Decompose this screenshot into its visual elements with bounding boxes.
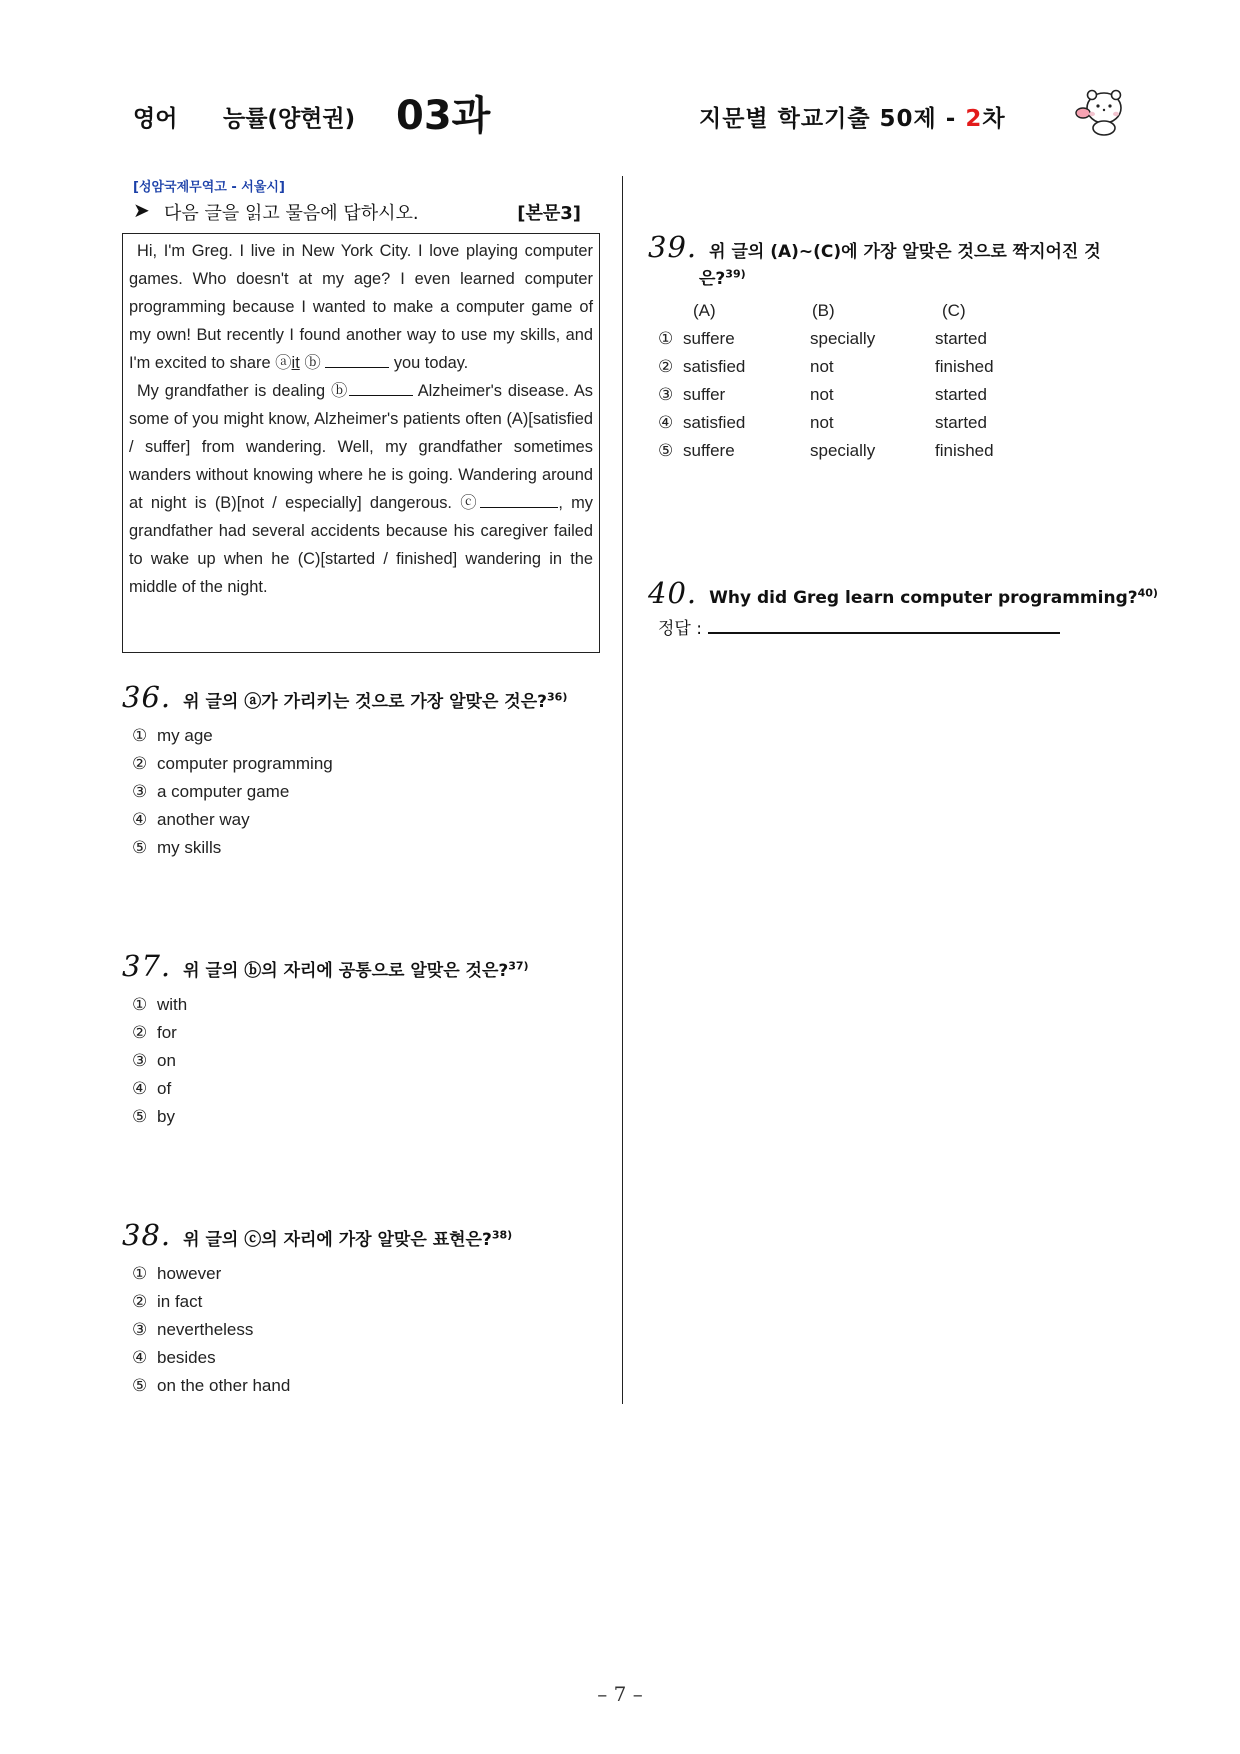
option-c: finished bbox=[935, 357, 994, 376]
option[interactable] bbox=[132, 1047, 187, 1075]
page-number: – 7 – bbox=[597, 1682, 643, 1706]
instruction-row bbox=[133, 198, 581, 224]
blank-b-1 bbox=[325, 349, 389, 368]
question-text: 위 글의 ⓐ가 가리키는 것으로 가장 알맞은 것은? bbox=[183, 692, 548, 712]
option[interactable] bbox=[132, 750, 333, 778]
option-mark: ① bbox=[132, 1264, 148, 1283]
passage-label: [본문3] bbox=[517, 203, 581, 224]
footnote-ref: 40) bbox=[1137, 586, 1158, 600]
option[interactable] bbox=[658, 409, 1058, 437]
option[interactable] bbox=[132, 834, 333, 862]
option-text: however bbox=[157, 1264, 222, 1283]
instruction-text: 다음 글을 읽고 물음에 답하시오. bbox=[164, 203, 419, 224]
option-mark: ① bbox=[132, 726, 148, 745]
option-text: in fact bbox=[157, 1292, 203, 1311]
mark-a: ⓐ bbox=[275, 354, 292, 372]
option-mark: ⑤ bbox=[132, 1376, 148, 1395]
passage-text: , my grandfather had several accidents because his caregiver failed to wake up when he (C)[started / finished] wandering in the middle of the night. bbox=[129, 494, 593, 596]
option-b: not bbox=[810, 385, 834, 404]
source-label: [성암국제무역고 - 서울시] bbox=[133, 180, 285, 195]
option-mark: ⑤ bbox=[132, 838, 148, 857]
question-text: 위 글의 ⓒ의 자리에 가장 알맞은 표현은? bbox=[183, 1230, 492, 1250]
option-text: a computer game bbox=[157, 782, 290, 801]
mark-c: ⓒ bbox=[460, 494, 481, 512]
column-divider bbox=[622, 176, 623, 1404]
answer-label: 정답 : bbox=[658, 619, 702, 639]
passage-text: you today. bbox=[389, 354, 469, 372]
option-c: started bbox=[935, 385, 987, 404]
option-text: with bbox=[157, 995, 188, 1014]
option-c: finished bbox=[935, 441, 994, 460]
option-mark: ④ bbox=[658, 413, 674, 432]
option-b: specially bbox=[810, 441, 876, 460]
option-mark: ⑤ bbox=[132, 1107, 148, 1126]
option-c: started bbox=[935, 413, 987, 432]
question-text: 위 글의 ⓑ의 자리에 공통으로 알맞은 것은? bbox=[183, 961, 509, 981]
option-a bbox=[658, 381, 725, 409]
option-mark: ③ bbox=[132, 1051, 148, 1070]
column-header-b: (B) bbox=[812, 301, 835, 320]
option-text: another way bbox=[157, 810, 250, 829]
blank-c bbox=[480, 489, 558, 508]
option[interactable] bbox=[132, 1372, 290, 1400]
column-header-a: (A) bbox=[693, 301, 716, 320]
referent-it: it bbox=[291, 354, 300, 372]
question-number: 37. bbox=[122, 949, 172, 983]
footnote-ref: 37) bbox=[508, 959, 529, 973]
question-39-header-line2 bbox=[699, 264, 746, 289]
question-text: 은? bbox=[699, 269, 726, 289]
option-text: by bbox=[157, 1107, 175, 1126]
question-39-header bbox=[648, 230, 1101, 264]
question-38-header bbox=[122, 1218, 512, 1252]
answer-row bbox=[658, 614, 1060, 639]
option-mark: ④ bbox=[132, 1348, 148, 1367]
option-text: suffere bbox=[683, 441, 735, 460]
option[interactable] bbox=[132, 722, 333, 750]
answer-field[interactable] bbox=[708, 614, 1060, 634]
option[interactable] bbox=[658, 381, 1058, 409]
round-number: 2 bbox=[965, 106, 983, 132]
option-b: not bbox=[810, 357, 834, 376]
bear-mascot-icon bbox=[1074, 86, 1126, 136]
question-text: Why did Greg learn computer programming? bbox=[709, 588, 1138, 608]
option[interactable] bbox=[132, 1344, 290, 1372]
passage-paragraph-2 bbox=[129, 377, 593, 601]
option-text: nevertheless bbox=[157, 1320, 254, 1339]
option-mark: ③ bbox=[132, 782, 148, 801]
passage-text: My grandfather is dealing bbox=[137, 382, 331, 400]
subject-label: 영어 bbox=[133, 106, 178, 132]
question-number: 39. bbox=[648, 230, 698, 264]
option-mark: ⑤ bbox=[658, 441, 674, 460]
arrow-icon: ➤ bbox=[133, 198, 150, 222]
question-38-options bbox=[132, 1260, 290, 1400]
option-mark: ② bbox=[132, 754, 148, 773]
question-37-header bbox=[122, 949, 529, 983]
footnote-ref: 39) bbox=[725, 267, 746, 281]
column-header-c: (C) bbox=[942, 301, 966, 320]
option-c: started bbox=[935, 329, 987, 348]
option[interactable] bbox=[658, 353, 1058, 381]
option-mark: ② bbox=[658, 357, 674, 376]
question-number: 36. bbox=[122, 680, 172, 714]
option-b: specially bbox=[810, 329, 876, 348]
option-text: suffer bbox=[683, 385, 726, 404]
lesson-title: 03과 bbox=[396, 93, 491, 139]
option[interactable] bbox=[132, 991, 187, 1019]
option-text: on the other hand bbox=[157, 1376, 291, 1395]
blank-b-2 bbox=[349, 377, 413, 396]
option-text: on bbox=[157, 1051, 176, 1070]
option-text: satisfied bbox=[683, 413, 746, 432]
footnote-ref: 38) bbox=[491, 1228, 513, 1242]
series-title bbox=[699, 100, 1006, 133]
option[interactable] bbox=[132, 1019, 187, 1047]
question-37-options bbox=[132, 991, 187, 1131]
option-mark: ④ bbox=[132, 810, 148, 829]
question-40-header bbox=[648, 576, 1158, 610]
option-mark: ③ bbox=[132, 1320, 148, 1339]
question-number: 40. bbox=[648, 576, 698, 610]
option-text: of bbox=[157, 1079, 172, 1098]
mark-b: ⓑ bbox=[330, 382, 349, 400]
option[interactable] bbox=[132, 1260, 290, 1288]
option[interactable] bbox=[132, 778, 333, 806]
option[interactable] bbox=[658, 325, 1058, 353]
option-mark: ② bbox=[132, 1023, 148, 1042]
option-text: satisfied bbox=[683, 357, 746, 376]
question-36-options bbox=[132, 722, 333, 862]
round-suffix: 차 bbox=[982, 106, 1006, 132]
option[interactable] bbox=[132, 1075, 187, 1103]
passage-box bbox=[122, 233, 600, 653]
option-text: suffere bbox=[683, 329, 735, 348]
option[interactable] bbox=[132, 1316, 290, 1344]
question-36-header bbox=[122, 680, 567, 714]
passage-text: Hi, I'm Greg. I live in New York City. I love playing computer games. Who doesn't at my age? I even learned computer programming because I wanted to make a computer game of my own! But recently I found another way to use my skills, and I'm excited to share bbox=[129, 242, 593, 372]
option-text: for bbox=[157, 1023, 177, 1042]
option-text: computer programming bbox=[157, 754, 333, 773]
option-a bbox=[658, 353, 745, 381]
question-number: 38. bbox=[122, 1218, 172, 1252]
footnote-ref: 36) bbox=[547, 690, 568, 704]
options-header-row bbox=[658, 297, 1058, 325]
option[interactable] bbox=[132, 1103, 187, 1131]
option-text: my skills bbox=[157, 838, 222, 857]
option-a bbox=[658, 437, 735, 465]
passage-text: Alzheimer's disease. As some of you might know, Alzheimer's patients often (A)[satisfied / suffer] from wandering. Well, my grandfather sometimes wanders without knowing where he is going. Wandering around at night is (B)[not / especially] dangerous. bbox=[129, 382, 593, 512]
series-prefix: 지문별 학교기출 50제 - bbox=[699, 106, 966, 132]
option-text: my age bbox=[157, 726, 213, 745]
option[interactable] bbox=[658, 437, 1058, 465]
textbook-label: 능률(양현권) bbox=[223, 106, 356, 132]
option[interactable] bbox=[132, 806, 333, 834]
option-text: besides bbox=[157, 1348, 216, 1367]
question-39-options bbox=[658, 297, 1058, 465]
passage-paragraph-1 bbox=[129, 237, 593, 377]
option-mark: ① bbox=[132, 995, 148, 1014]
question-text: 위 글의 (A)~(C)에 가장 알맞은 것으로 짝지어진 것 bbox=[709, 242, 1101, 262]
option-a bbox=[658, 325, 735, 353]
option[interactable] bbox=[132, 1288, 290, 1316]
option-mark: ② bbox=[132, 1292, 148, 1311]
option-a bbox=[658, 409, 745, 437]
option-mark: ① bbox=[658, 329, 674, 348]
option-mark: ④ bbox=[132, 1079, 148, 1098]
option-b: not bbox=[810, 413, 834, 432]
mark-b: ⓑ bbox=[304, 354, 321, 372]
option-mark: ③ bbox=[658, 385, 674, 404]
